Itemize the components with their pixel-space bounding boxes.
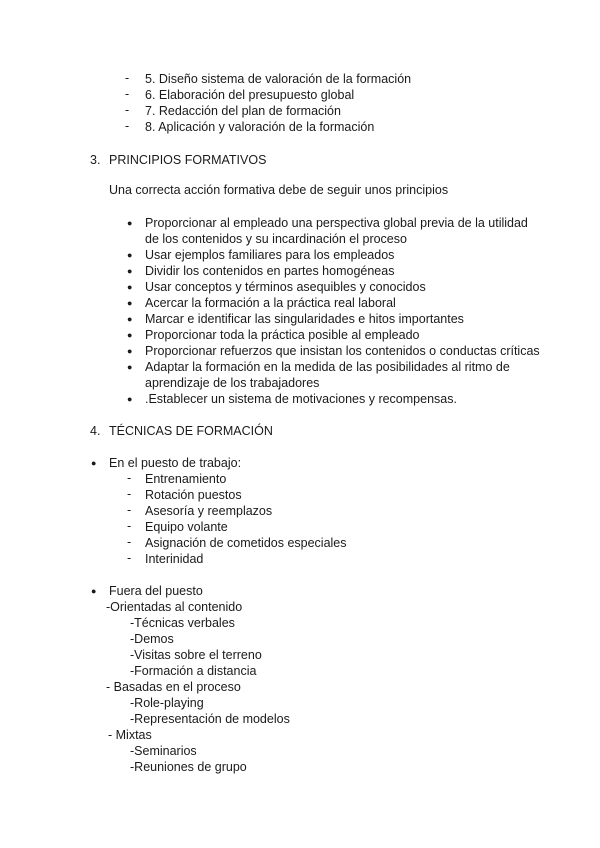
list-item: Proporcionar toda la práctica posible al empleado <box>145 328 420 342</box>
list-dash: - <box>127 519 132 533</box>
list-item: 6. Elaboración del presupuesto global <box>145 88 355 102</box>
list-dash: - <box>125 103 130 117</box>
list-bullet: ● <box>127 266 133 276</box>
list-dash: - <box>125 87 130 101</box>
list-dash: - <box>125 71 130 85</box>
section-intro: Una correcta acción formativa debe de seguir unos principios <box>109 183 449 197</box>
list-item: .Establecer un sistema de motivaciones y recompensas. <box>145 392 457 406</box>
list-bullet: ● <box>127 250 133 260</box>
section-number: 4. <box>90 424 101 438</box>
list-bullet: ● <box>91 586 97 596</box>
list-item: Acercar la formación a la práctica real laboral <box>145 296 396 310</box>
list-dash: - <box>125 119 130 133</box>
list-item: Entrenamiento <box>145 472 227 486</box>
list-item: -Formación a distancia <box>130 664 257 678</box>
section-title: PRINCIPIOS FORMATIVOS <box>109 153 267 167</box>
list-bullet: ● <box>127 218 133 228</box>
list-bullet: ● <box>127 362 133 372</box>
list-bullet: ● <box>127 314 133 324</box>
subgroup-label: - Mixtas <box>108 728 152 742</box>
list-dash: - <box>127 535 132 549</box>
list-item: -Seminarios <box>130 744 197 758</box>
list-item: -Role-playing <box>130 696 204 710</box>
list-item: Asignación de cometidos especiales <box>145 536 347 550</box>
list-item: -Reuniones de grupo <box>130 760 247 774</box>
list-item: 7. Redacción del plan de formación <box>145 104 341 118</box>
list-bullet: ● <box>127 298 133 308</box>
list-item: Proporcionar refuerzos que insistan los contenidos o conductas críticas <box>145 344 540 358</box>
section-title: TÉCNICAS DE FORMACIÓN <box>109 424 273 438</box>
list-item: Usar ejemplos familiares para los empleados <box>145 248 395 262</box>
list-dash: - <box>127 551 132 565</box>
list-dash: - <box>127 471 132 485</box>
list-item: Dividir los contenidos en partes homogéneas <box>145 264 395 278</box>
list-item: -Visitas sobre el terreno <box>130 648 262 662</box>
list-dash: - <box>127 487 132 501</box>
list-bullet: ● <box>127 282 133 292</box>
subgroup-label: - Basadas en el proceso <box>106 680 241 694</box>
list-bullet: ● <box>127 394 133 404</box>
list-bullet: ● <box>127 330 133 340</box>
group-label: Fuera del puesto <box>109 584 203 598</box>
list-item: Rotación puestos <box>145 488 242 502</box>
list-item: 5. Diseño sistema de valoración de la formación <box>145 72 412 86</box>
list-dash: - <box>127 503 132 517</box>
list-item-continuation: de los contenidos y su incardinación el proceso <box>145 232 407 246</box>
list-item: -Demos <box>130 632 174 646</box>
section-number: 3. <box>90 153 101 167</box>
subgroup-label: -Orientadas al contenido <box>106 600 243 614</box>
list-item: Interinidad <box>145 552 204 566</box>
group-label: En el puesto de trabajo: <box>109 456 242 470</box>
list-item: Usar conceptos y términos asequibles y conocidos <box>145 280 426 294</box>
list-bullet: ● <box>91 458 97 468</box>
list-item: -Técnicas verbales <box>130 616 235 630</box>
list-item: Asesoría y reemplazos <box>145 504 273 518</box>
list-bullet: ● <box>127 346 133 356</box>
list-item-continuation: aprendizaje de los trabajadores <box>145 376 320 390</box>
list-item: -Representación de modelos <box>130 712 290 726</box>
list-item: Equipo volante <box>145 520 228 534</box>
list-item: Proporcionar al empleado una perspectiva global previa de la utilidad <box>145 216 528 230</box>
list-item: Marcar e identificar las singularidades e hitos importantes <box>145 312 464 326</box>
list-item: 8. Aplicación y valoración de la formación <box>145 120 375 134</box>
list-item: Adaptar la formación en la medida de las posibilidades al ritmo de <box>145 360 510 374</box>
